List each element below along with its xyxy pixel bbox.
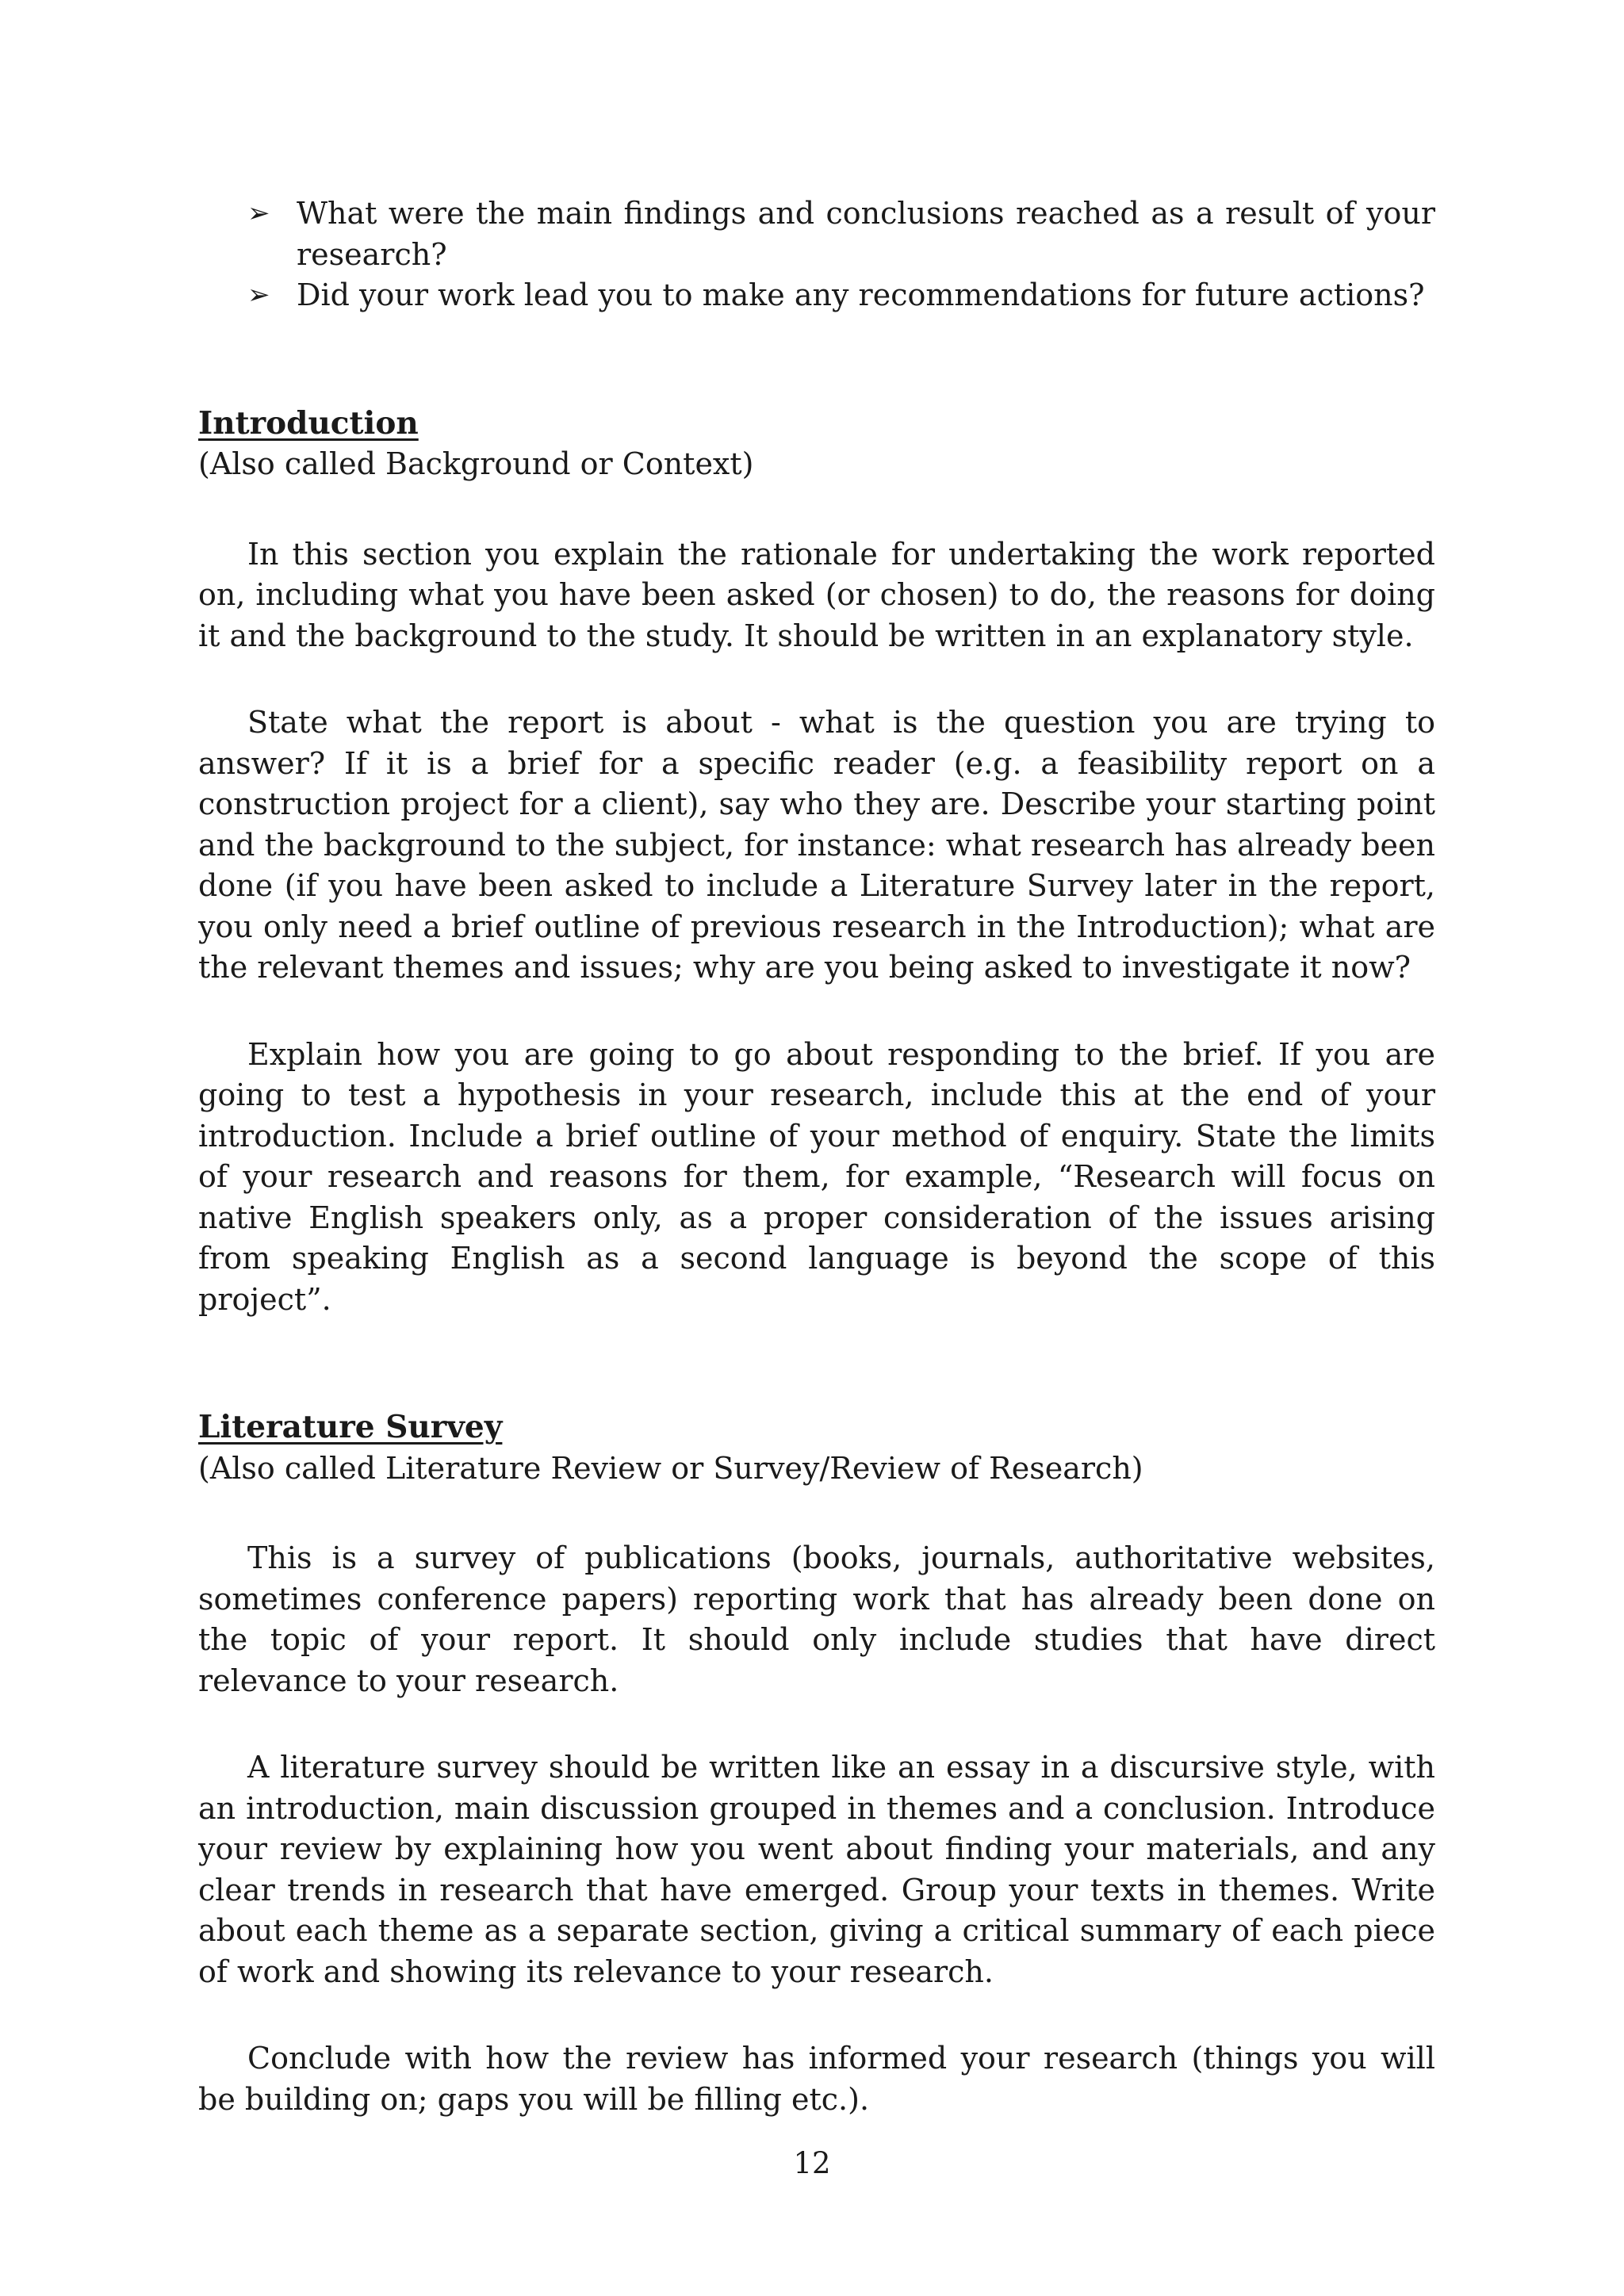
arrow-bullet-icon: ➢ [247, 279, 270, 311]
literature-survey-section [198, 1407, 1435, 2120]
literature-survey-subtitle: (Also called Literature Review or Survey/Review of Research) [198, 1450, 1143, 1486]
introduction-subtitle: (Also called Background or Context) [198, 446, 754, 481]
question-bullet-list [198, 193, 1435, 316]
bullet-item [198, 193, 1435, 275]
paragraph: Explain how you are going to go about responding to the brief. If you are going to test a hypothesis in your research, include this at the end of your introduction. Include a brief outline of your method of enquiry. State the limits of your research and reasons for them, for example, “Research will focus on native English speakers only, as a proper consideration of the issues arising from speaking English as a second language is beyond the scope of this project”. [198, 1036, 1435, 1317]
document-page [198, 193, 1435, 2120]
page-number: 12 [793, 2146, 831, 2180]
paragraph: State what the report is about - what is the question you are trying to answer? If it is a brief for a specific reader (e.g. a feasibility report on a construction project for a client), say who they are. Describe your starting point and the background to the subject, for instance: what research has already been done (if you have been asked to include a Literature Survey later in the report, you only need a brief outline of previous research in the Introduction); what are the relevant themes and issues; why are you being asked to investigate it now? [198, 705, 1435, 985]
bullet-item [198, 275, 1435, 316]
bullet-text: What were the main findings and conclusions reached as a result of your research? [297, 196, 1435, 272]
paragraph: Conclude with how the review has informed your research (things you will be building on; gaps you will be filling etc.). [198, 2041, 1435, 2117]
arrow-bullet-icon: ➢ [247, 197, 270, 229]
paragraph: In this section you explain the rationale for undertaking the work reported on, including what you have been asked (or chosen) to do, the reasons for doing it and the background to the study. It should be written in an explanatory style. [198, 536, 1435, 653]
literature-survey-heading: Literature Survey [198, 1409, 503, 1445]
introduction-section [198, 404, 1435, 1321]
paragraph: A literature survey should be written like an essay in a discursive style, with an introduction, main discussion grouped in themes and a conclusion. Introduce your review by explaining how you went about finding your materials, and any clear trends in research that have emerged. Group your texts in themes. Write about each theme as a separate section, giving a critical summary of each piece of work and showing its relevance to your research. [198, 1750, 1435, 1989]
bullet-text: Did your work lead you to make any recommendations for future actions? [297, 277, 1425, 312]
introduction-heading: Introduction [198, 404, 419, 442]
paragraph: This is a survey of publications (books, journals, authoritative websites, sometimes conference papers) reporting work that has already been done on the topic of your report. It should only include studies that have direct relevance to your research. [198, 1540, 1435, 1698]
